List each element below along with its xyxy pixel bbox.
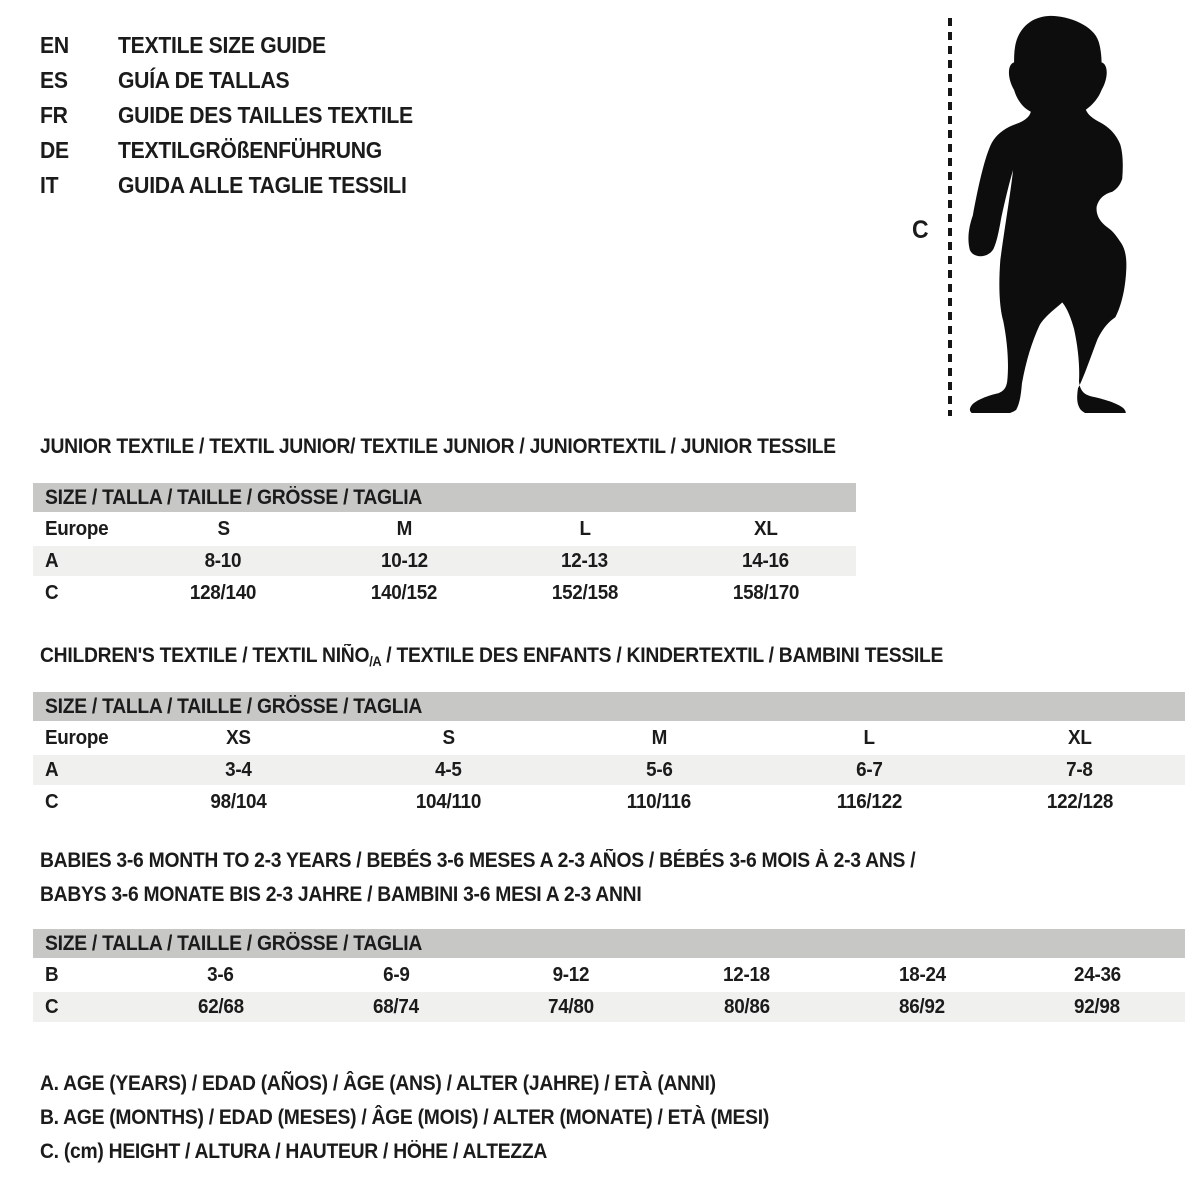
lang-code: FR bbox=[40, 102, 68, 128]
height-measure-label: C bbox=[912, 216, 929, 244]
height-cell: 92/98 bbox=[1074, 995, 1121, 1018]
age-cell: 5-6 bbox=[645, 758, 673, 781]
table-row-europe bbox=[33, 514, 856, 544]
lang-code: ES bbox=[40, 67, 68, 93]
age-cell: 18-24 bbox=[898, 963, 946, 986]
height-cell: 152/158 bbox=[551, 581, 618, 604]
lang-row-fr bbox=[40, 98, 439, 133]
age-cell: 12-13 bbox=[561, 549, 609, 572]
table-row-height bbox=[33, 787, 1185, 817]
lang-row-de bbox=[40, 133, 439, 168]
children-section-title: CHILDREN'S TEXTILE / TEXTIL $NIÑO_{/A}$ / TEXTILE DES ENFANTS / KINDERTEXTIL / BAMBINI TESSILE bbox=[40, 644, 944, 669]
table-row-europe bbox=[33, 723, 1185, 753]
age-cell: 6-7 bbox=[856, 758, 883, 781]
height-cell: 128/140 bbox=[190, 581, 257, 604]
table-header-band: SIZE / TALLA / TAILLE / GRÖSSE / TAGLIA bbox=[33, 929, 1185, 958]
lang-row-es bbox=[40, 63, 439, 98]
row-label: C bbox=[45, 581, 59, 604]
height-cell: 68/74 bbox=[373, 995, 419, 1018]
table-row-height bbox=[33, 578, 856, 608]
size-cell: M bbox=[396, 517, 412, 540]
row-label: C bbox=[45, 995, 59, 1018]
row-label: A bbox=[45, 758, 59, 781]
babies-section-title: BABIES 3-6 MONTH TO 2-3 YEARS / BEBÉS 3-6 MESES A 2-3 AÑOS / BÉBÉS 3-6 MOIS À 2-3 ANS / BABYS 3-6 MONATE BIS 2-3 JAHRE / BAMBINI 3-6 MESI A 2-3 ANNI bbox=[40, 849, 916, 906]
lang-label: GUÍA DE TALLAS bbox=[118, 67, 290, 93]
age-cell: 3-6 bbox=[207, 963, 234, 986]
babies-size-table bbox=[33, 929, 1185, 1022]
table-row-age bbox=[33, 755, 1185, 785]
size-cell: L bbox=[863, 726, 876, 749]
age-cell: 12-18 bbox=[723, 963, 771, 986]
age-cell: 6-9 bbox=[382, 963, 410, 986]
children-size-table bbox=[33, 692, 1185, 817]
nino-a-subscript: /A bbox=[369, 653, 382, 669]
lang-label: TEXTILE SIZE GUIDE bbox=[118, 32, 326, 58]
size-cell: XS bbox=[225, 726, 251, 749]
legend-line-age-months: B. AGE (MONTHS) / EDAD (MESES) / ÂGE (MOIS) / ALTER (MONATE) / ETÀ (MESI) bbox=[40, 1106, 770, 1129]
table-row-height bbox=[33, 992, 1185, 1022]
legend-line-height: C. (cm) HEIGHT / ALTURA / HAUTEUR / HÖHE / ALTEZZA bbox=[40, 1140, 548, 1163]
height-cell: 122/128 bbox=[1046, 790, 1113, 813]
height-cell: 104/110 bbox=[416, 790, 482, 813]
size-cell: M bbox=[651, 726, 667, 749]
row-label: B bbox=[45, 963, 59, 986]
lang-label: GUIDA ALLE TAGLIE TESSILI bbox=[118, 172, 407, 198]
table-header-band: SIZE / TALLA / TAILLE / GRÖSSE / TAGLIA bbox=[33, 692, 1185, 721]
table-row-age-months bbox=[33, 960, 1185, 990]
height-cell: 98/104 bbox=[210, 790, 267, 813]
lang-label: GUIDE DES TAILLES TEXTILE bbox=[118, 102, 413, 128]
height-cell: 80/86 bbox=[723, 995, 770, 1018]
lang-row-it bbox=[40, 168, 439, 203]
height-cell: 86/92 bbox=[899, 995, 945, 1018]
size-cell: L bbox=[579, 517, 591, 540]
age-cell: 10-12 bbox=[380, 549, 428, 572]
age-cell: 9-12 bbox=[552, 963, 590, 986]
junior-section-title: JUNIOR TEXTILE / TEXTIL JUNIOR/ TEXTILE JUNIOR / JUNIORTEXTIL / JUNIOR TESSILE bbox=[40, 435, 836, 458]
height-measure-dashed-line bbox=[948, 18, 952, 416]
age-cell: 14-16 bbox=[742, 549, 790, 572]
height-cell: 158/170 bbox=[732, 581, 799, 604]
height-cell: 110/116 bbox=[626, 790, 692, 813]
language-header bbox=[40, 28, 439, 203]
age-cell: 7-8 bbox=[1066, 758, 1094, 781]
toddler-silhouette-image bbox=[962, 13, 1134, 413]
lang-row-en bbox=[40, 28, 439, 63]
height-cell: 62/68 bbox=[197, 995, 244, 1018]
size-cell: S bbox=[217, 517, 230, 540]
height-cell: 116/122 bbox=[836, 790, 903, 813]
row-label: Europe bbox=[45, 726, 109, 749]
age-cell: 8-10 bbox=[205, 549, 242, 572]
age-cell: 24-36 bbox=[1073, 963, 1121, 986]
lang-label: TEXTILGRÖßENFÜHRUNG bbox=[118, 137, 382, 163]
height-cell: 140/152 bbox=[370, 581, 438, 604]
measurement-legend bbox=[40, 1067, 832, 1169]
size-cell: S bbox=[442, 726, 455, 749]
junior-size-table bbox=[33, 483, 856, 608]
row-label: A bbox=[45, 549, 59, 572]
row-label: C bbox=[45, 790, 59, 813]
table-header-band: SIZE / TALLA / TAILLE / GRÖSSE / TAGLIA bbox=[33, 483, 856, 512]
age-cell: 3-4 bbox=[224, 758, 252, 781]
lang-code: DE bbox=[40, 137, 69, 163]
size-cell: XL bbox=[753, 517, 778, 540]
legend-line-age-years: A. AGE (YEARS) / EDAD (AÑOS) / ÂGE (ANS) / ALTER (JAHRE) / ETÀ (ANNI) bbox=[40, 1072, 716, 1095]
lang-code: EN bbox=[40, 32, 69, 58]
lang-code: IT bbox=[40, 172, 59, 198]
table-row-age bbox=[33, 546, 856, 576]
size-cell: XL bbox=[1068, 726, 1092, 749]
height-cell: 74/80 bbox=[548, 995, 595, 1018]
age-cell: 4-5 bbox=[435, 758, 462, 781]
row-label: Europe bbox=[45, 517, 109, 540]
